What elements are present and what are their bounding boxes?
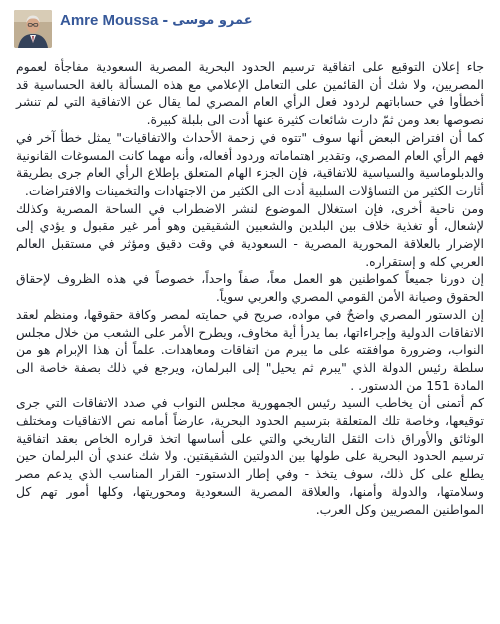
author-name-english[interactable]: Amre Moussa [60, 12, 159, 29]
post-paragraph: كما أن افتراض البعض أنها سوف "تتوه في زحمة الأحداث والاتفاقيات" يمثل خطأ آخر في فهم الرأي العام المصري، وتقدير اهتماماته وردود أفعاله، وأنه مهما كانت المسوغات القانونية والدبلوماسية والسياسية للاتفاقية، فإن الجزء الهام المتعلق بإطلاع الرأي العام جرى بطريقة أثارت الكثير من التساؤلات السلبية أدت الى الكثير من الاجتهادات والتخمينات والافتراضات. [16, 129, 484, 198]
post-paragraph: إن الدستور المصري واضحٌ في مواده، صريح في حمايته لمصر وكافة حقوقها، ومنظم لعقد الاتفاقات الدولية وإجراءاتها، بما يدرأ أية مخاوف، ويطرح الأمر على الشعب من خلال مجلس النواب، وضرورة موافقته على ما يبرم من اتفاقات ومعاهدات. علماً أن هذا الإبرام هو من سلطة رئيس الدولة الذي "يبرم ثم يحيل" إلى البرلمان، ويرجع في ذلك بصفة خاصة الى المادة 151 من الدستور. . [16, 306, 484, 393]
post-paragraph: جاء إعلان التوقيع على اتفاقية ترسيم الحدود البحرية المصرية السعودية مفاجأة لعموم المصريين، ولا شك أن القائمين على التعامل الإعلامي مع هذه المسألة بالغة الحساسية قد أخطأوا في حساباتهم لردود فعل الرأي العام المصري لما يقال عن الاتفاقية التي لم تنشر نصوصها بعد ومن ثمّ دارت شائعات كثيرة عنها أدت الى بلبلة كبيرة. [16, 59, 484, 128]
author-name-separator: - [162, 12, 169, 29]
post-header [8, 6, 492, 52]
post-body [8, 52, 492, 518]
avatar[interactable] [14, 10, 52, 48]
author-name-arabic[interactable]: عمرو موسى [172, 13, 253, 28]
author-names [60, 12, 253, 29]
post-paragraph: إن دورنا جميعاً كمواطنين هو العمل معاً، صفاً واحداً، خصوصاً في هذه الظروف لإحقاق الحقوق وصيانة الأمن القومي المصري والعربي سوياً. [16, 271, 484, 305]
post-paragraph: كم أتمنى أن يخاطب السيد رئيس الجمهورية مجلس النواب في صدد الاتفاقات التي جرى توقيعها، وخاصة تلك المتعلقة بترسيم الحدود البحرية، عارضاً أمامه نص الاتفاقيات ومختلف الوثائق والأوراق ذات الثقل التاريخي والتي على أساسها اتخذ قراره الخاص بعقد اتفاقية ترسيم الحدود البحرية على طولها بين الدولتين الشقيقتين. ولا شك عندي أن البرلمان حين يطلع على كل ذلك، سوف يتخذ - وفي إطار الدستور- القرار المناسب الذي يدعم مصر وسلامتها، والدولة وأمنها، والعلاقة المصرية السعودية ومحوريتها، وكلها أمور تهم كل المواطنين المصريين وكل العرب. [16, 395, 484, 517]
post-paragraph: ومن ناحية أخرى، فإن استغلال الموضوع لنشر الاضطراب في الساحة المصرية وكذلك لإشعال، أو تغذية خلاف بين البلدين والشعبين الشقيقين وهو أمر غير مقبول و يؤدي إلى الإضرار بالعلاقة المحورية المصرية - السعودية في وقت دقيق ومؤثر في مستقبل العالم العربي كله و إستقراره. [16, 200, 484, 269]
profile-photo-icon [14, 10, 52, 48]
